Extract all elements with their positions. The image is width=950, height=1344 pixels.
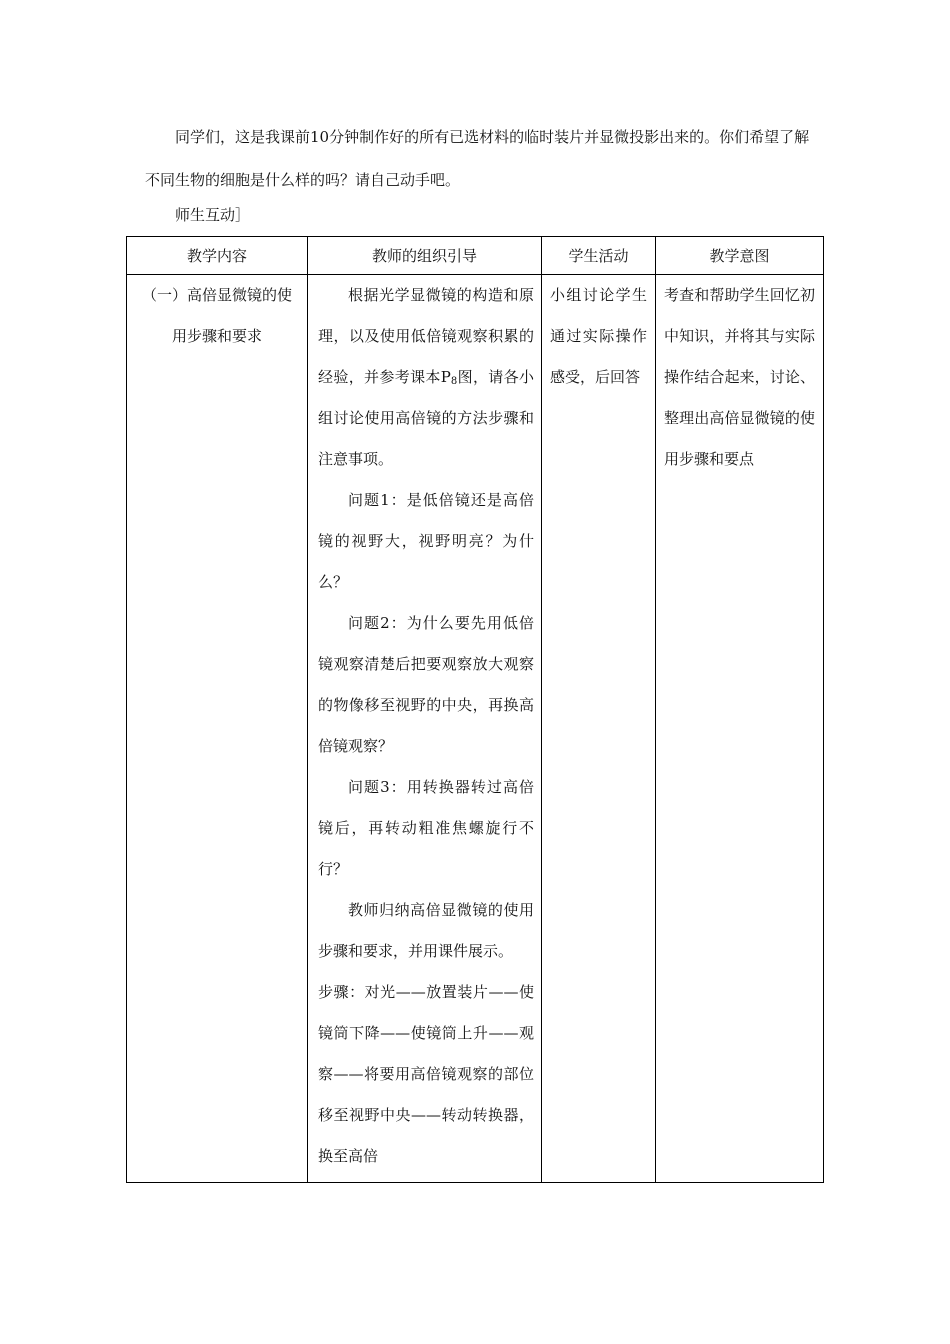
- cell-guidance: [308, 275, 542, 1183]
- intent-text: 考查和帮助学生回忆初中知识，并将其与实际操作结合起来，讨论、整理出高倍显微镜的使用步骤和要点: [664, 286, 815, 468]
- question-2: 问题2：为什么要先用低倍镜观察清楚后把要观察放大观察的物像移至视野的中央，再换高倍镜观察？: [318, 614, 534, 755]
- intro-paragraph: [145, 116, 810, 202]
- header-intent: 教学意图: [656, 237, 824, 275]
- question-3: 问题3：用转换器转过高倍镜后，再转动粗准焦螺旋行不行？: [318, 778, 534, 878]
- intro-text: 同学们，这是我课前10分钟制作好的所有已选材料的临时装片并显微投影出来的。你们希望了解不同生物的细胞是什么样的吗？请自己动手吧。: [145, 128, 810, 189]
- steps-text: 步骤：对光——放置装片——使镜筒下降——使镜筒上升——观察——将要用高倍镜观察的部位移至视野中央——转动转换器，换至高倍: [318, 983, 534, 1165]
- guidance-intro-after: 图，请各小组讨论使用高倍镜的方法步骤和注意事项。: [318, 368, 534, 468]
- guidance-intro: [318, 275, 534, 480]
- header-student-activity: 学生活动: [542, 237, 656, 275]
- cell-student-activity: [542, 275, 656, 1183]
- guidance-intro-before: 根据光学显微镜的构造和原理，以及使用低倍镜观察积累的经验，并参考课本P: [318, 286, 534, 386]
- lesson-table: [126, 236, 824, 1183]
- table-row: [127, 275, 824, 1183]
- question-1: 问题1：是低倍镜还是高倍镜的视野大，视野明亮？为什么？: [318, 491, 534, 591]
- cell-content: [127, 275, 308, 1183]
- content-text: （一）高倍显微镜的使用步骤和要求: [141, 286, 292, 345]
- teacher-summary: 教师归纳高倍显微镜的使用步骤和要求，并用课件展示。: [318, 901, 534, 960]
- section-label: 师生互动］: [175, 206, 251, 224]
- header-guidance: 教师的组织引导: [308, 237, 542, 275]
- table-header-row: [127, 237, 824, 275]
- student-activity-text: 小组讨论学生通过实际操作感受，后回答: [550, 286, 647, 386]
- cell-intent: [656, 275, 824, 1183]
- guidance-intro-sub: 8: [450, 376, 458, 387]
- header-content: 教学内容: [127, 237, 308, 275]
